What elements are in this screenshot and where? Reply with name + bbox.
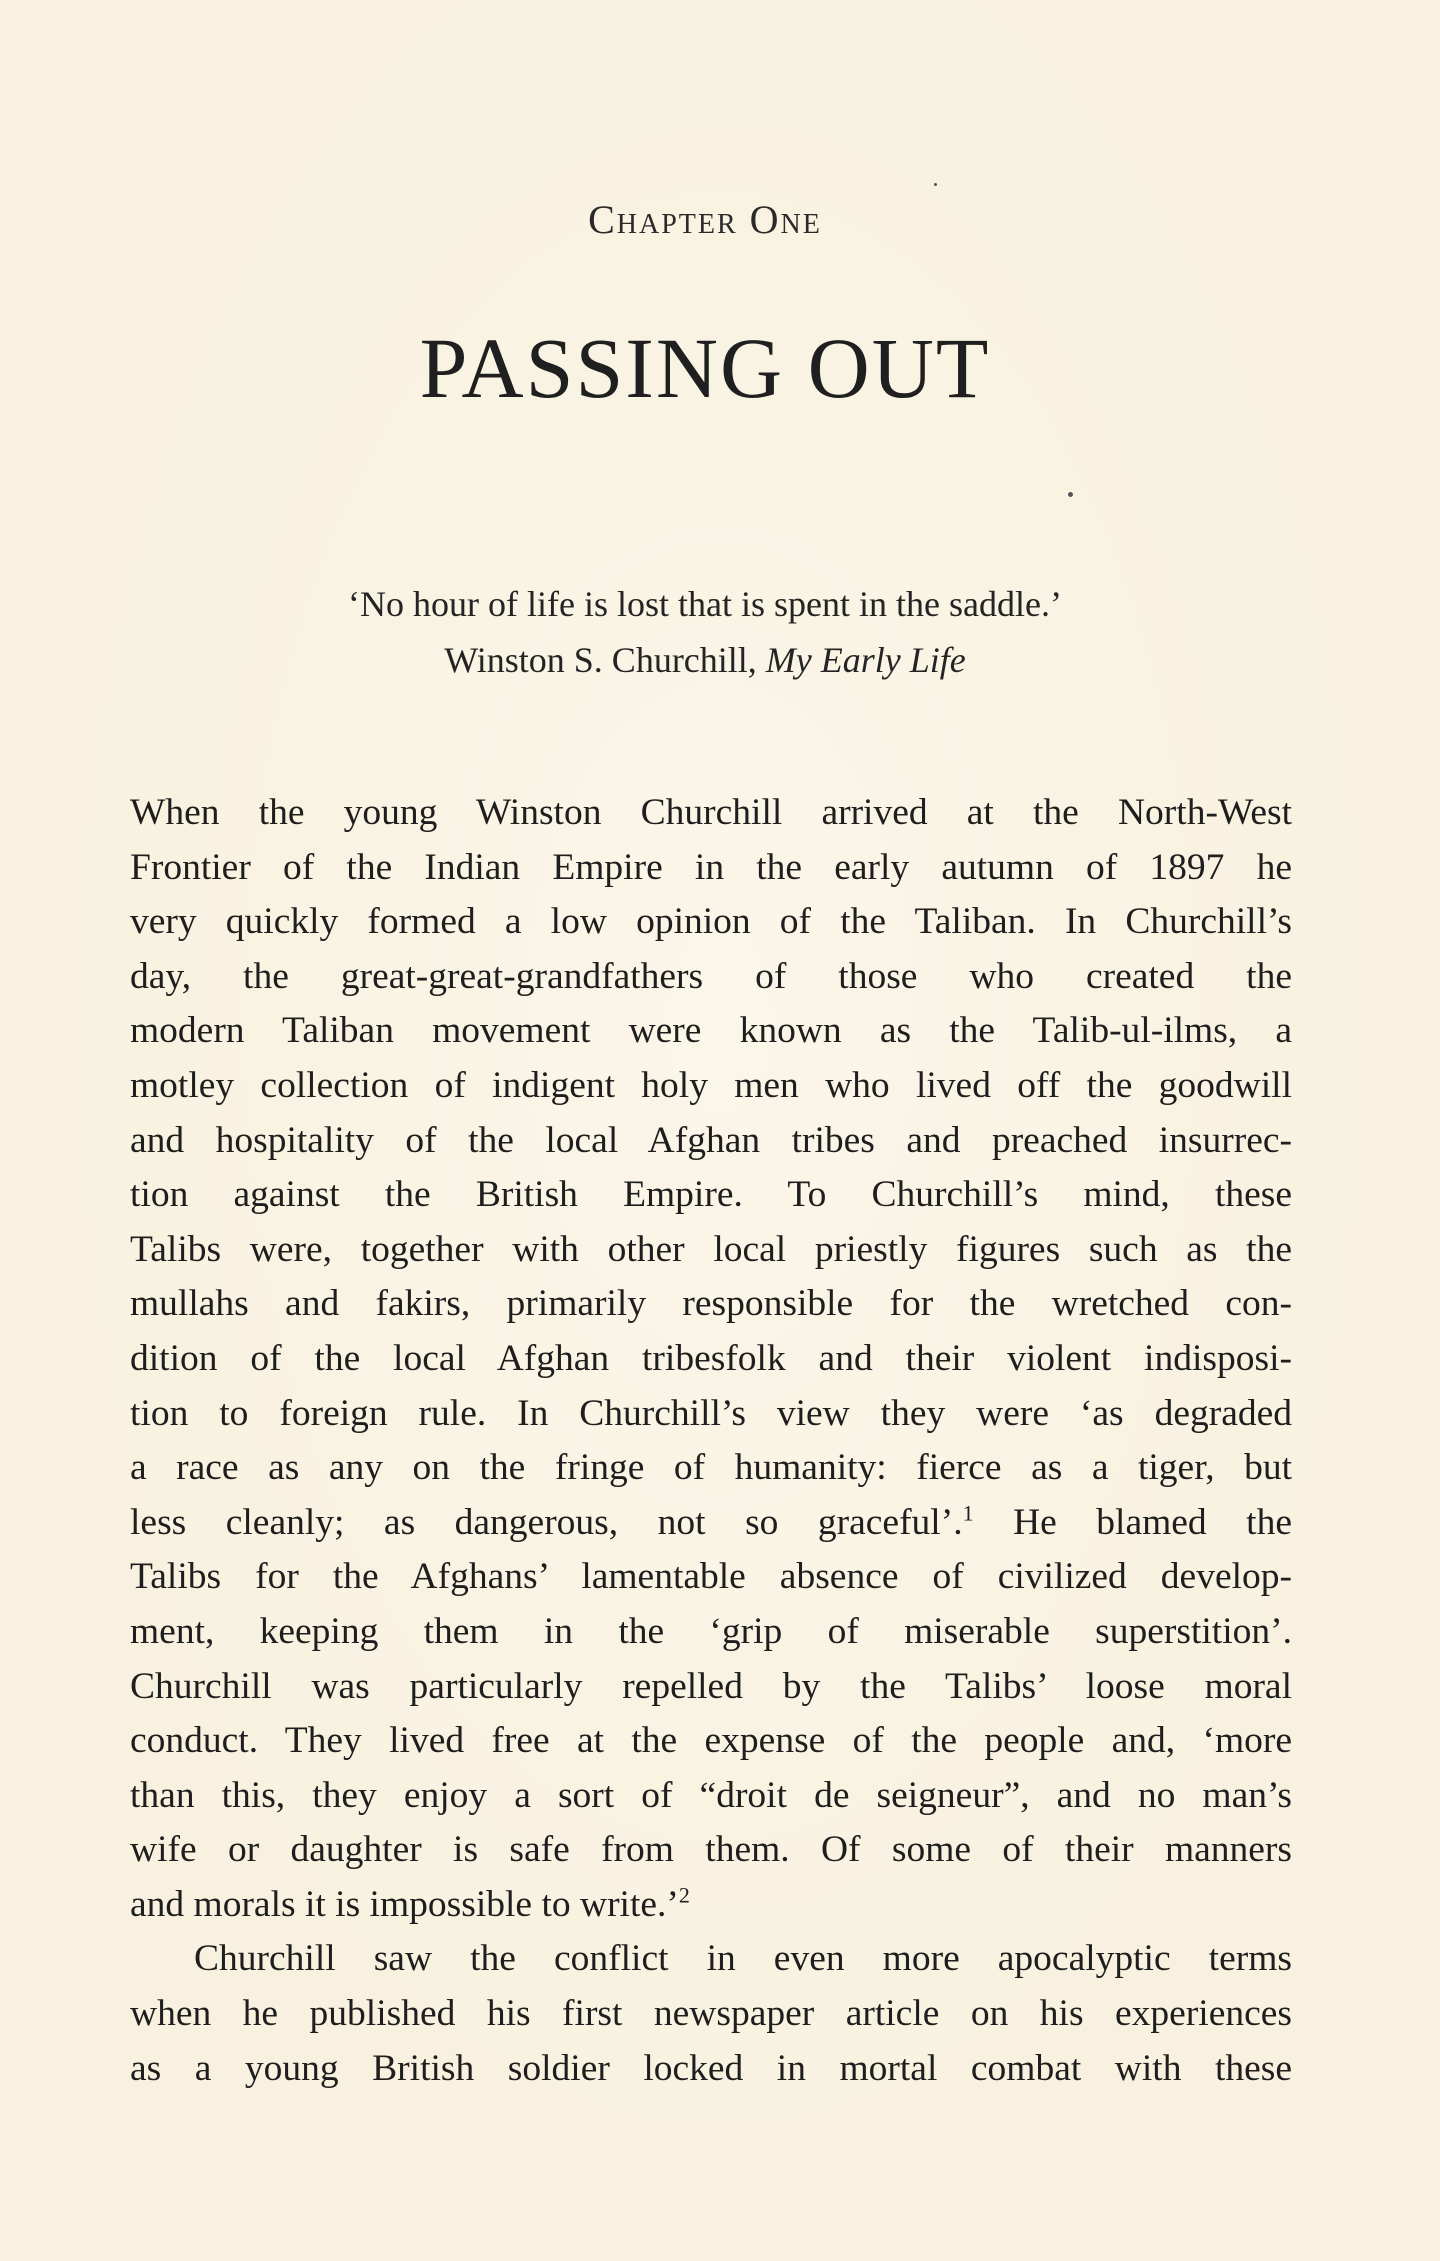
text-line: tion against the British Empire. To Churchill’s mind, these — [130, 1174, 1292, 1216]
body-text — [130, 786, 1292, 2096]
text-segment: and morals it is impossible to write.’ — [130, 1883, 679, 1925]
text-line: When the young Winston Churchill arrived at the North-West — [130, 792, 1292, 833]
footnote-marker: 2 — [678, 1882, 690, 1908]
text-line: Talibs were, together with other local priestly figures such as the — [130, 1228, 1292, 1270]
text-line-with-footnote — [130, 1496, 1292, 1551]
text-line: as a young British soldier locked in mortal combat with these — [130, 2047, 1292, 2089]
text-line: mullahs and fakirs, primarily responsible for the wretched con- — [130, 1283, 1292, 1325]
text-line-with-footnote — [130, 1878, 1292, 1933]
text-line: very quickly formed a low opinion of the Taliban. In Churchill’s — [130, 901, 1292, 943]
epigraph-quote: ‘No hour of life is lost that is spent in the saddle.’ — [348, 584, 1062, 624]
chapter-label: Chapter One — [588, 197, 822, 242]
text-line: Churchill was particularly repelled by the Talibs’ loose moral — [130, 1665, 1292, 1707]
ink-speck — [1068, 492, 1073, 497]
text-line: and hospitality of the local Afghan tribes and preached insurrec- — [130, 1119, 1292, 1161]
epigraph-work-title: My Early Life — [765, 640, 966, 680]
text-line: a race as any on the fringe of humanity: fierce as a tiger, but — [130, 1447, 1292, 1489]
text-line: Frontier of the Indian Empire in the early autumn of 1897 he — [130, 846, 1292, 888]
epigraph-attribution — [0, 632, 1410, 688]
text-line: when he published his first newspaper article on his experiences — [130, 1993, 1292, 2035]
text-line: modern Taliban movement were known as the Talib-ul-ilms, a — [130, 1010, 1292, 1052]
ink-speck — [934, 183, 937, 186]
text-segment: less cleanly; as dangerous, not so graceful’. — [130, 1501, 963, 1543]
footnote-marker: 1 — [962, 1500, 974, 1526]
epigraph — [0, 576, 1410, 688]
chapter-title: PASSING OUT — [419, 320, 991, 416]
text-line: motley collection of indigent holy men who lived off the goodwill — [130, 1064, 1292, 1106]
text-line: Churchill saw the conflict in even more apocalyptic terms — [194, 1938, 1292, 1980]
text-line: day, the great-great-grandfathers of those who created the — [130, 955, 1292, 997]
text-segment: He blamed the — [973, 1501, 1292, 1543]
text-line: than this, they enjoy a sort of “droit de seigneur”, and no man’s — [130, 1774, 1292, 1816]
text-line: conduct. They lived free at the expense of the people and, ‘more — [130, 1720, 1292, 1762]
text-line: Talibs for the Afghans’ lamentable absence of civilized develop- — [130, 1556, 1292, 1598]
text-line: ment, keeping them in the ‘grip of miserable superstition’. — [130, 1610, 1292, 1652]
text-line: tion to foreign rule. In Churchill’s view they were ‘as degraded — [130, 1392, 1292, 1434]
text-line: wife or daughter is safe from them. Of some of their manners — [130, 1829, 1292, 1871]
text-line: dition of the local Afghan tribesfolk and their violent indisposi- — [130, 1337, 1292, 1379]
epigraph-author: Winston S. Churchill, — [444, 640, 766, 680]
